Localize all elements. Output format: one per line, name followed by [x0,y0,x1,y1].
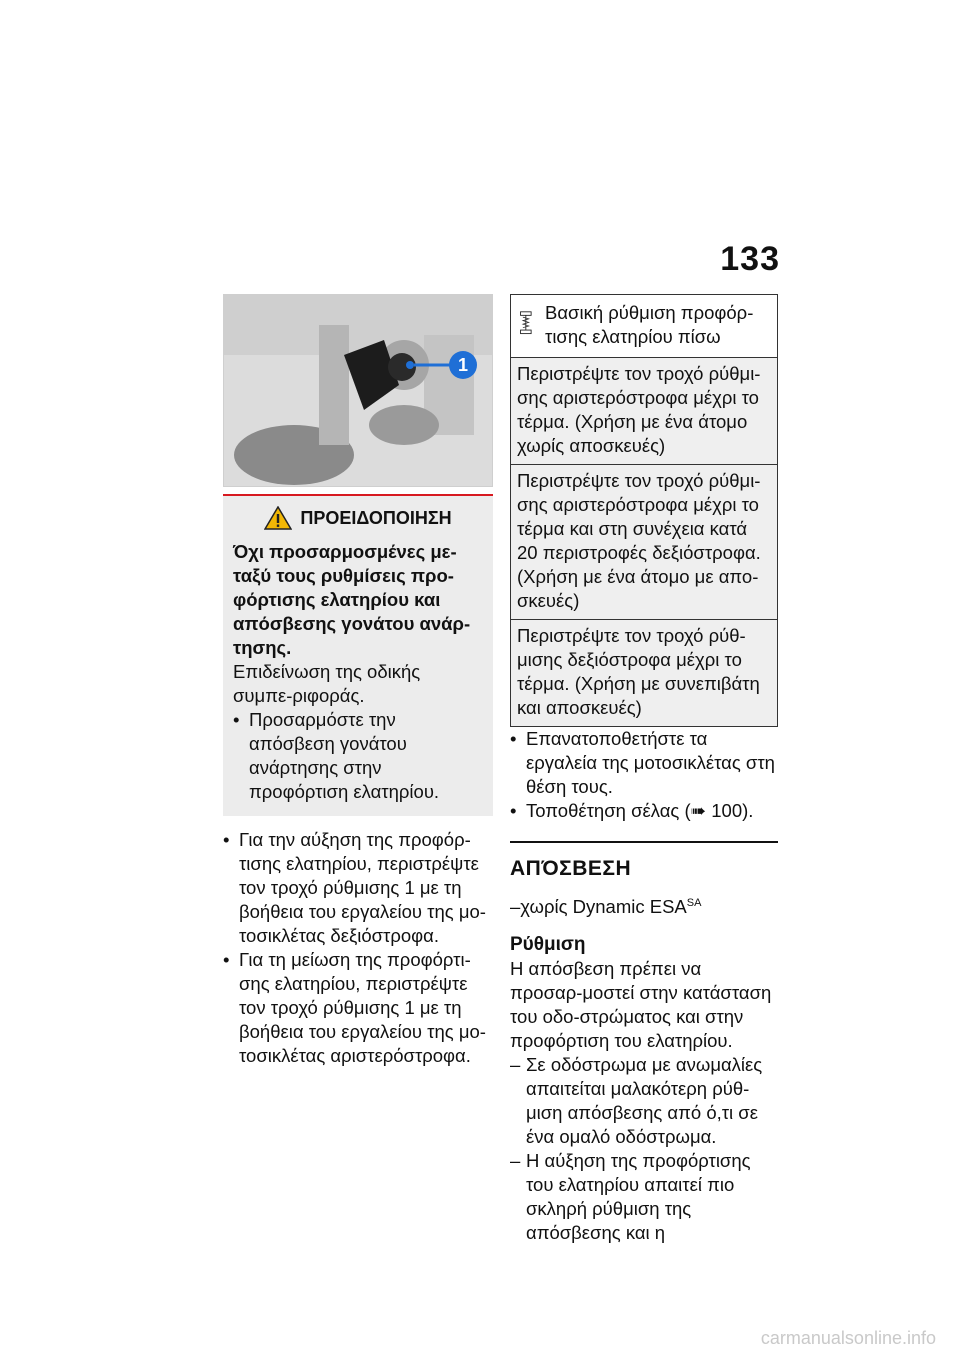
page-number: 133 [720,240,780,278]
left-instruction-list [223,828,493,1068]
spec-table [510,294,778,727]
spec-table-row: Περιστρέψτε τον τροχό ρύθμι-σης αριστερόστροφα μέχρι το τέρμα. (Χρήση με ένα άτομο χωρίς αποσκευές) [511,357,777,464]
list-item: • Για την αύξηση της προφόρ-τισης ελατηρίου, περιστρέψτε τον τροχό ρύθμισης 1 με τη βοήθεια του εργαλείου της μο-τοσικλέτας δεξιόστροφα. [223,828,493,948]
list-item: – Σε οδόστρωμα με ανωμαλίες απαιτείται μαλακότερη ρύθ-μιση απόσβεσης από ό,τι σε ένα ομαλό οδόστρωμα. [510,1053,778,1149]
warning-triangle-icon [264,506,292,530]
warning-header [233,506,483,530]
list-item: • Για τη μείωση της προφόρτι-σης ελατηρίου, περιστρέψτε τον τροχό ρύθμισης 1 με τη βοήθεια του εργαλείου της μο-τοσικλέτας αριστερόστροφα. [223,948,493,1068]
suspension-illustration [224,295,493,487]
suspension-photo [223,294,493,487]
section-title: ΑΠΌΣΒΕΣΗ [510,841,778,881]
warning-title: ΠΡΟΕΙΔΟΠΟΙΗΣΗ [300,508,452,528]
spec-table-header [511,295,777,357]
variant-sup: SA [686,897,702,909]
dash-list [510,1053,778,1245]
spec-table-row: Περιστρέψτε τον τροχό ρύθ-μισης δεξιόστροφα μέχρι το τέρμα. (Χρήση με συνεπιβάτη και αποσκευές) [511,619,777,726]
left-column [223,294,493,1068]
warning-box [223,496,493,816]
list-item: • Επανατοποθετήστε τα εργαλεία της μοτοσικλέτας στη θέση τους. [510,727,778,799]
warning-bullet: • Προσαρμόστε την απόσβεση γονάτου ανάρτησης στην προφόρτιση ελατηρίου. [233,708,483,804]
section-text: Η απόσβεση πρέπει να προσαρ-μοστεί στην κατάσταση του οδο-στρώματος και στην προφόρτιση του ελατηρίου. [510,958,772,1052]
spec-table-row: Περιστρέψτε τον τροχό ρύθμι-σης αριστερόστροφα μέχρι το τέρμα και στη συνέχεια κατά 20 περιστροφές δεξιόστροφα. (Χρήση με ένα άτομο με απο-σκευές) [511,464,777,619]
warning-consequence: Επιδείνωση της οδικής συμπε-ριφοράς. [233,661,421,706]
list-item: • Τοποθέτηση σέλας (➠ 100). [510,799,778,823]
variant-text: –χωρίς Dynamic ESA [510,896,687,918]
right-instruction-list [510,727,778,823]
list-item: – Η αύξηση της προφόρτισης του ελατηρίου απαιτεί πιο σκληρή ρύθμιση της απόσβεσης και η [510,1149,778,1245]
subsection-title: Ρύθμιση [510,934,586,956]
callout-1: 1 [449,351,477,379]
spec-table-title: Βασική ρύθμιση προφόρ-τισης ελατηρίου πίσω [545,302,754,347]
warning-bold-text: Όχι προσαρμοσμένες με-ταξύ τους ρυθμίσεις προ-φόρτισης ελατηρίου και απόσβεσης γονάτου ανάρ-τησης. [233,541,471,658]
right-column [510,294,778,1245]
section-variant [510,891,778,919]
watermark: carmanualsonline.info [760,1328,936,1348]
spring-tool-icon [517,301,537,345]
